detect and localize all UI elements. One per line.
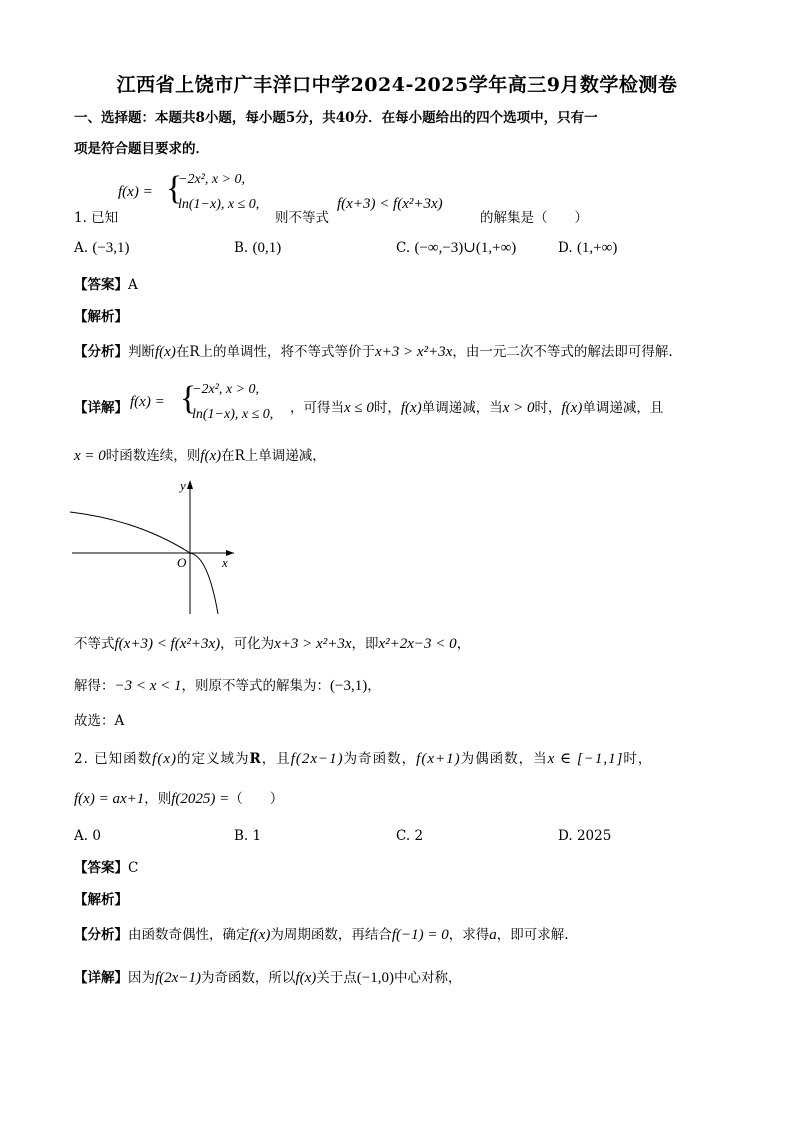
q2-xj-text-d: 中心对称，	[393, 970, 462, 986]
q2-fx-a: a	[489, 927, 497, 943]
q1-l4-text-c: ，	[367, 678, 381, 694]
q1-l4-solution: −3 < x < 1	[114, 678, 182, 694]
q1-fenxi-text-c: ，由一元二次不等式的解法即可得解.	[452, 344, 673, 360]
q2-option-c	[396, 826, 423, 846]
q1-answer: A	[128, 277, 138, 293]
q1-option-d-label: D.	[558, 240, 573, 256]
q1-fenxi-f: f(x)	[155, 344, 176, 360]
section-heading-line2: 项是符合题目要求的．	[74, 141, 209, 157]
q2-stem-line2	[74, 789, 283, 809]
q1-step3-line	[74, 634, 470, 654]
q1-xj-text-d: 时，	[534, 400, 562, 416]
q1-mid: 则不等式	[275, 210, 329, 226]
q1-xj-text-e: 单调递减，且	[582, 400, 664, 416]
q2-fenxi-tag: 【分析】	[74, 927, 128, 943]
q1-option-c	[396, 238, 516, 258]
graph-curve-right	[190, 553, 218, 614]
q2-answer-line	[74, 858, 138, 878]
q2-l2-text-a: ，则	[144, 791, 172, 807]
q1-l3-ineq3: x²+2x−3 < 0	[378, 636, 457, 652]
q2-option-a-label: A.	[74, 828, 89, 844]
q2-l1-text-a: 2. 已知函数	[74, 751, 153, 767]
section-heading-line1: 一、选择题：本题共8小题，每小题5分，共40分．在每小题给出的四个选项中，只有一	[74, 110, 598, 126]
q2-fx-text-b: 为周期函数，再结合	[270, 927, 392, 943]
q2-l1-text-g: 时，	[623, 751, 653, 767]
q1-jiexi-tag: 【解析】	[74, 309, 128, 325]
q1-fenxi-text-b: 在R上的单调性，将不等式等价于	[175, 344, 375, 360]
q1-fenxi-text-a: 判断	[128, 344, 155, 360]
q1-xj-cond2: x > 0	[502, 400, 535, 416]
q1-option-a	[74, 238, 130, 258]
q1-xj-f3: f(x)	[561, 400, 583, 416]
graph-label-origin: O	[177, 555, 187, 570]
q2-option-b-value: 1	[252, 828, 262, 844]
q2-answer: C	[128, 860, 139, 876]
graph-curve-left	[70, 512, 190, 553]
q1-xj2-f: f(x)	[200, 448, 222, 464]
q2-option-a-value: 0	[92, 828, 101, 844]
q1-option-b	[234, 238, 281, 258]
q1-choose-line: 故选：A	[74, 713, 125, 729]
q1-answer-tag: 【答案】	[74, 277, 128, 293]
q2-l1-text-d: 为奇函数，	[343, 751, 417, 767]
q1-number: 1. 已知	[74, 210, 119, 226]
q1-xj-f: f(x) =	[130, 394, 165, 410]
q2-xj-text-a: 因为	[128, 970, 155, 986]
q1-xj2-text-b: 在R上单调递减，	[221, 448, 326, 464]
q2-fx-text-a: 由函数奇偶性，确定	[128, 927, 250, 943]
q1-brace: {	[166, 170, 183, 207]
q2-option-d-label: D.	[558, 828, 573, 844]
q2-l1-f2: f(2x−1)	[290, 751, 344, 767]
q2-l1-R: R	[249, 751, 262, 767]
q1-piece-top: −2x², x > 0,	[178, 172, 246, 187]
q1-inequality: f(x+3) < f(x²+3x)	[337, 196, 443, 212]
q2-stem-line1	[74, 749, 652, 769]
q1-l3-text-c: ，即	[351, 636, 379, 652]
q1-xj-f2: f(x)	[400, 400, 422, 416]
q1-xj-piece-bottom: ln(1−x), x ≤ 0,	[192, 407, 274, 422]
q1-option-a-value: (−3,1)	[92, 240, 130, 256]
q1-option-c-value: (−∞,−3)∪(1,+∞)	[414, 240, 517, 256]
q1-fenxi-line	[74, 342, 673, 362]
q1-xj-text-a: ，可得当	[290, 400, 344, 416]
q2-l1-text-b: 的定义域为	[177, 751, 250, 767]
q1-option-b-value: (0,1)	[252, 240, 282, 256]
q1-option-a-label: A.	[74, 240, 89, 256]
q1-tail: 的解集是（ ）	[480, 210, 588, 226]
q1-answer-line	[74, 275, 138, 295]
q1-piece-bottom: ln(1−x), x ≤ 0,	[178, 197, 260, 212]
q2-fx-text-d: ，即可求解.	[496, 927, 569, 943]
q2-xiangjie-line	[74, 968, 461, 988]
q2-option-d	[558, 826, 611, 846]
q2-answer-tag: 【答案】	[74, 860, 128, 876]
q1-option-c-label: C.	[396, 240, 411, 256]
q1-option-b-label: B.	[234, 240, 249, 256]
q1-xj-brace: {	[180, 380, 197, 417]
q2-fx-eq: f(−1) = 0	[391, 927, 449, 943]
graph-label-x: x	[222, 555, 228, 570]
q1-xj-cond1: x ≤ 0	[344, 400, 374, 416]
q2-option-a	[74, 826, 101, 846]
q2-fx-text-c: ，求得	[448, 927, 490, 943]
q2-xj-text-c: 关于点	[316, 970, 357, 986]
q1-fenxi-tag: 【分析】	[74, 344, 128, 360]
q1-fenxi-ineq: x+3 > x²+3x	[375, 344, 453, 360]
q1-xj-rest	[290, 396, 663, 417]
q1-xj-text-b: 时，	[373, 400, 401, 416]
q2-xj-point: (−1,0)	[356, 970, 394, 986]
q2-xj-f2: f(x)	[295, 970, 317, 986]
q2-xj-text-b: 为奇函数，所以	[200, 970, 296, 986]
q1-xj2-text-a: 时函数连续，则	[105, 448, 201, 464]
q1-l4-text-a: 解得：	[74, 678, 115, 694]
q1-l3-text-b: ，可化为	[220, 636, 275, 652]
q2-l1-f: f(x)	[152, 751, 177, 767]
q1-l4-set: (−3,1)	[330, 678, 368, 694]
q1-xj-text-c: 单调递减，当	[421, 400, 503, 416]
q1-step4-line	[74, 676, 381, 696]
q2-option-c-value: 2	[414, 828, 424, 844]
q2-l2-f2: f(2025) =	[171, 791, 230, 807]
q2-l1-cond: x ∈ [−1,1]	[547, 751, 624, 767]
q2-l2-text-b: （ ）	[229, 791, 284, 807]
q1-f-lhs: f(x) =	[118, 184, 153, 200]
q2-l1-text-c: ，且	[261, 751, 291, 767]
q1-l3-text-d: ，	[456, 636, 471, 652]
q2-l1-f3: f(x+1)	[416, 751, 461, 767]
q2-l1-text-e: 为偶函数，当	[460, 751, 548, 767]
q1-xj2-line	[74, 446, 326, 466]
q2-xj-f: f(2x−1)	[155, 970, 201, 986]
graph-y-arrow	[187, 480, 193, 489]
q2-option-c-label: C.	[396, 828, 411, 844]
function-graph	[68, 476, 238, 616]
q1-l3-ineq2: x+3 > x²+3x	[274, 636, 352, 652]
q1-xj-piece-top: −2x², x > 0,	[192, 382, 260, 397]
q2-fx-f: f(x)	[249, 927, 271, 943]
q2-fenxi-line	[74, 925, 569, 945]
q2-xiangjie-tag: 【详解】	[74, 970, 128, 986]
q1-option-d	[558, 238, 617, 258]
q2-jiexi-tag: 【解析】	[74, 892, 128, 908]
q1-l4-text-b: ，则原不等式的解集为：	[181, 678, 331, 694]
q1-xiangjie-tag: 【详解】	[74, 400, 128, 416]
page-title: 江西省上饶市广丰洋口中学2024-2025学年高三9月数学检测卷	[116, 74, 678, 96]
q1-xj2-cond: x = 0	[74, 448, 106, 464]
q2-option-b-label: B.	[234, 828, 249, 844]
q1-l3-text-a: 不等式	[74, 636, 115, 652]
q1-option-d-value: (1,+∞)	[576, 240, 618, 256]
q2-l2-f: f(x) = ax+1	[74, 791, 145, 807]
q2-option-b	[234, 826, 261, 846]
graph-label-y: y	[180, 478, 186, 493]
q1-l3-ineq: f(x+3) < f(x²+3x)	[114, 636, 221, 652]
q2-option-d-value: 2025	[576, 828, 612, 844]
